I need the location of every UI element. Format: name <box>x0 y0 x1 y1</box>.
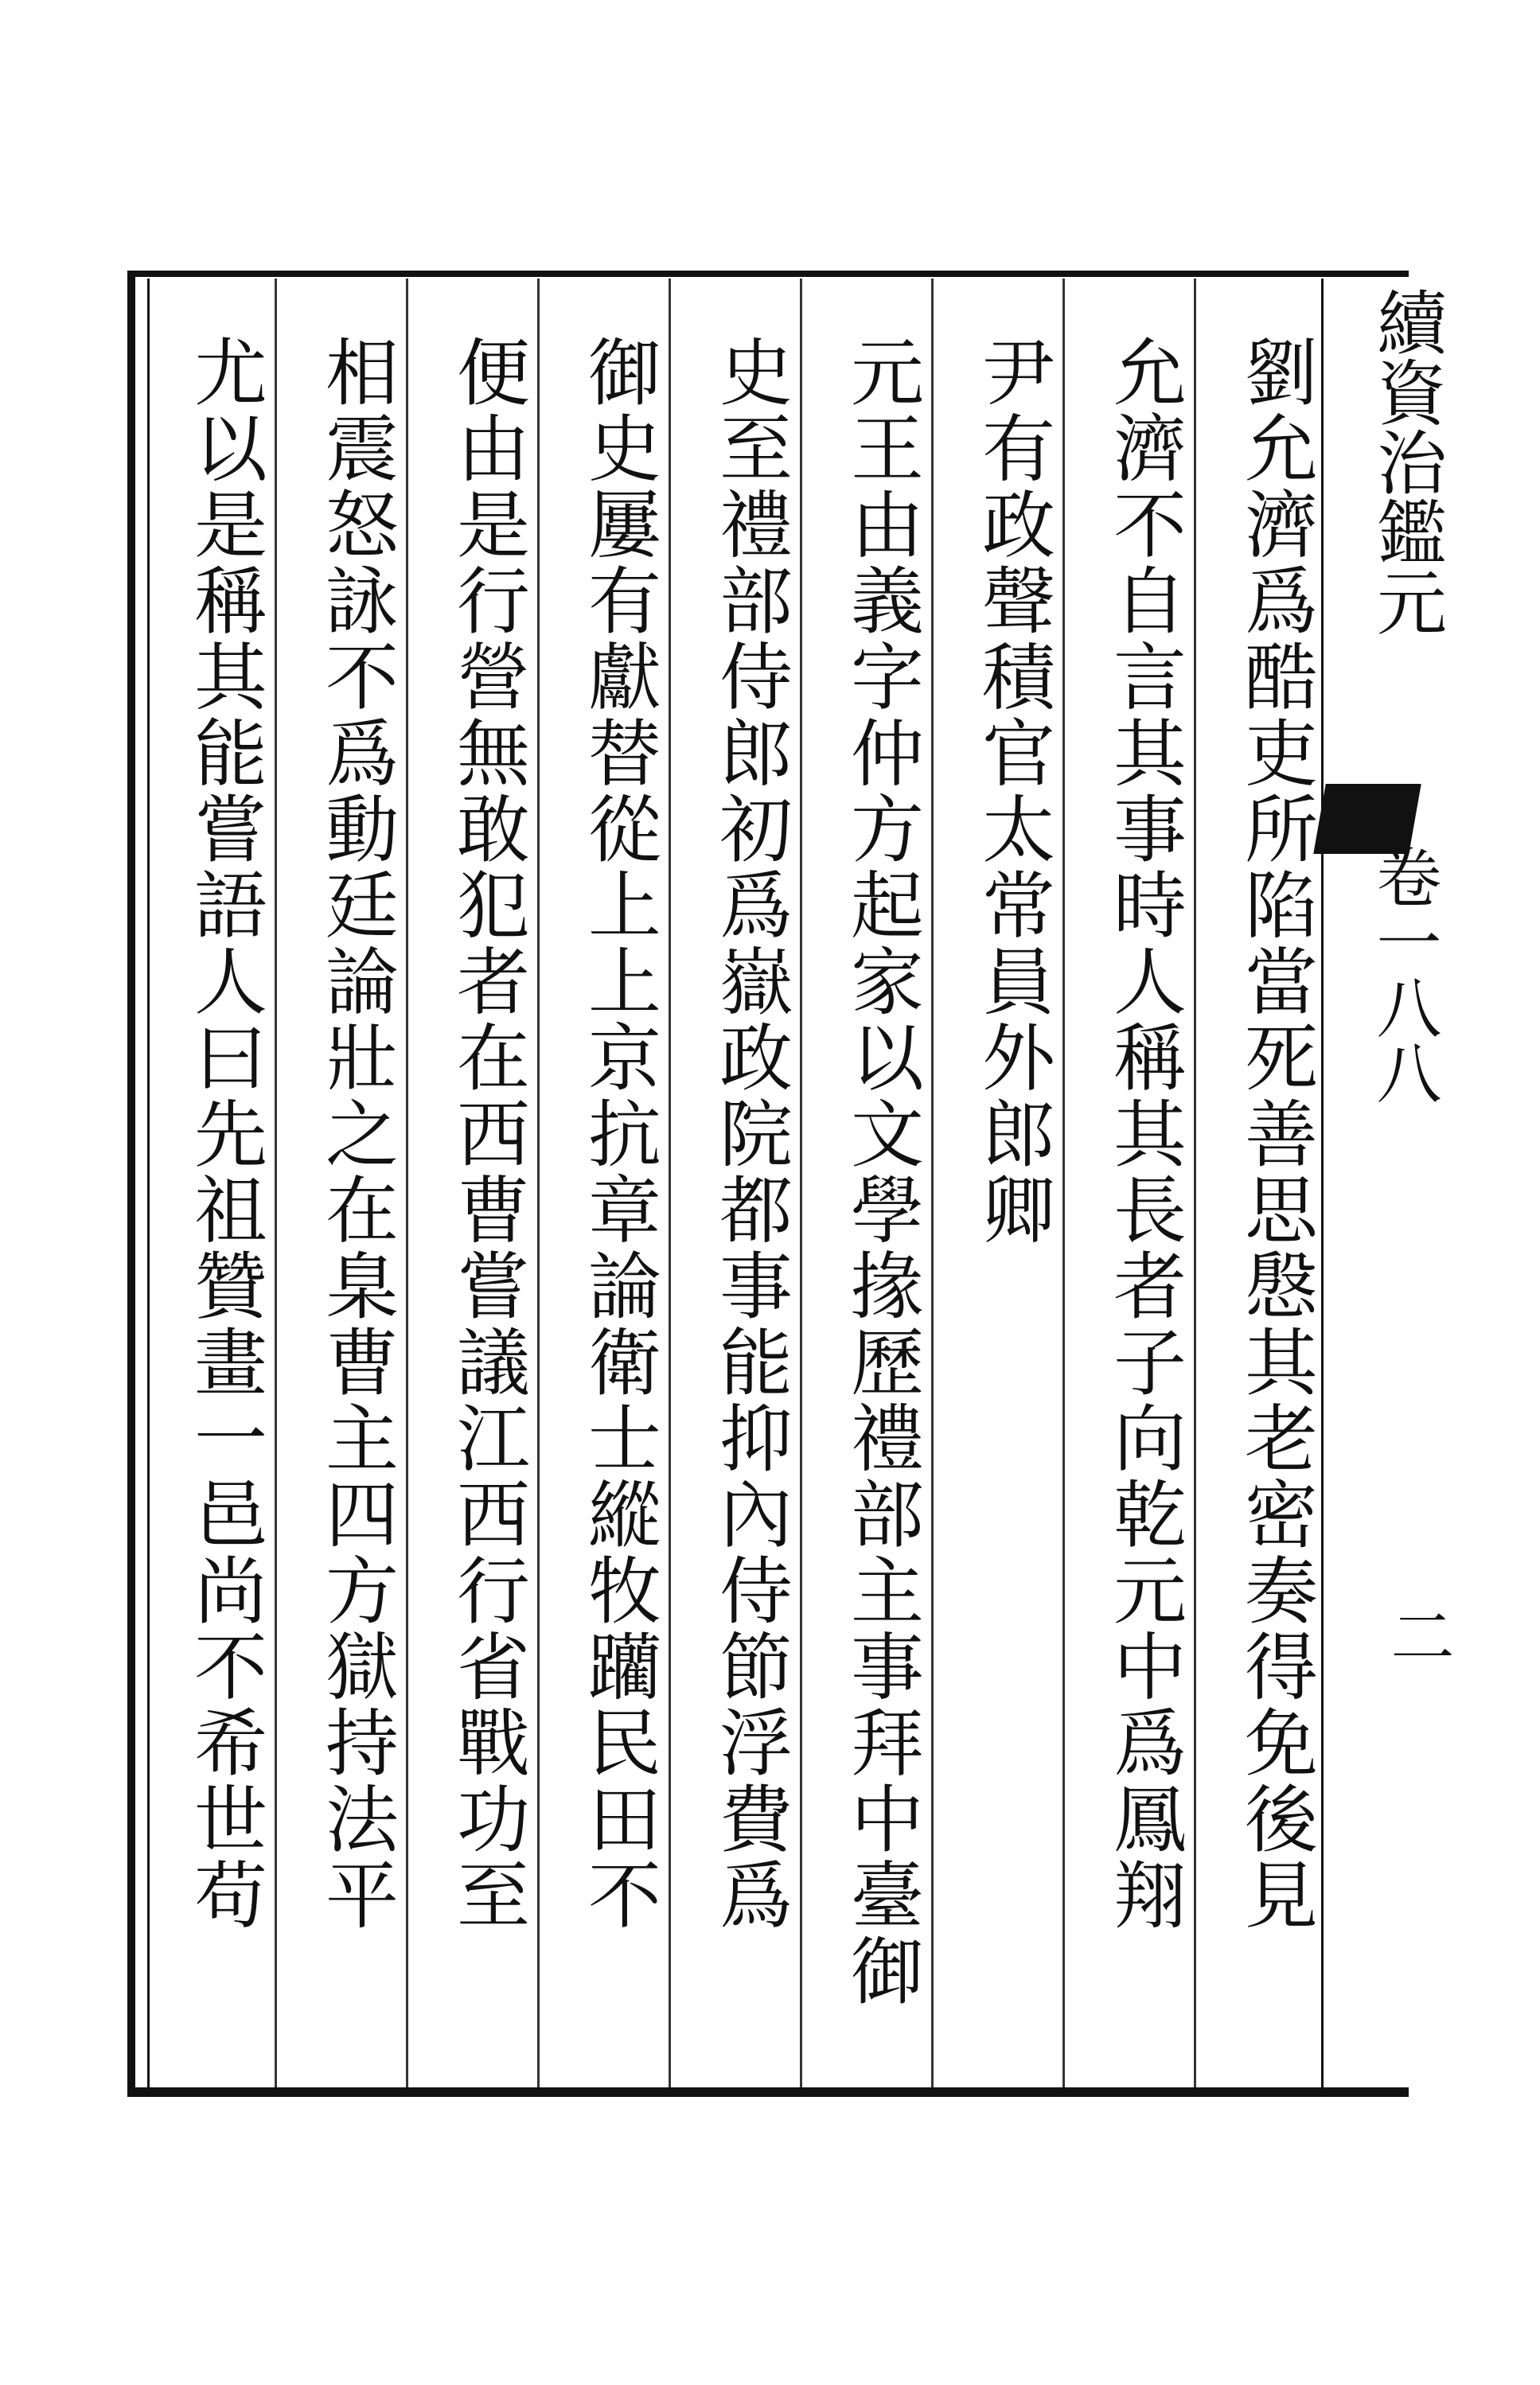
text-column-5: 史至禮部侍郎初爲嶽政院都事能抑內侍節浮費爲 <box>708 334 793 1934</box>
column-rule <box>669 279 671 2089</box>
margin-book-title: 續資治鑑元 <box>1366 286 1448 637</box>
text-column-4: 元王由義字仲方起家以文學掾歷禮部主事拜中臺御 <box>839 334 924 2009</box>
text-column-9: 尤以是稱其能嘗語人曰先祖贊畫一邑尚不希世苟 <box>182 334 267 1934</box>
column-rule <box>1194 279 1196 2089</box>
text-column-3: 尹有政聲積官太常員外郎卿 <box>970 334 1055 1249</box>
column-rule <box>406 279 408 2089</box>
text-column-6: 御史屢有獻替從上上京抗章論衛士縱牧躪民田不 <box>576 334 661 1934</box>
column-rule <box>275 279 277 2089</box>
margin-page-number: 二 <box>1380 1604 1454 1667</box>
margin-rule <box>1321 279 1324 2089</box>
text-column-7: 便由是行營無敢犯者在西曹嘗議江西行省戰功至 <box>445 334 530 1934</box>
column-rule <box>931 279 934 2089</box>
column-rule <box>1062 279 1065 2089</box>
margin-volume-number: 卷一八八 <box>1366 844 1441 1105</box>
column-rule <box>800 279 802 2089</box>
text-column-2: 允濟不自言其事時人稱其長者子向乾元中爲鳳翔 <box>1101 334 1187 1934</box>
text-column-1: 劉允濟爲酷吏所陷當死善思慇其老密奏得免後見 <box>1233 334 1318 1934</box>
column-rule <box>537 279 540 2089</box>
text-column-8: 相震怒詠不爲動廷論壯之在臬曹主四方獄持法平 <box>314 334 399 1934</box>
